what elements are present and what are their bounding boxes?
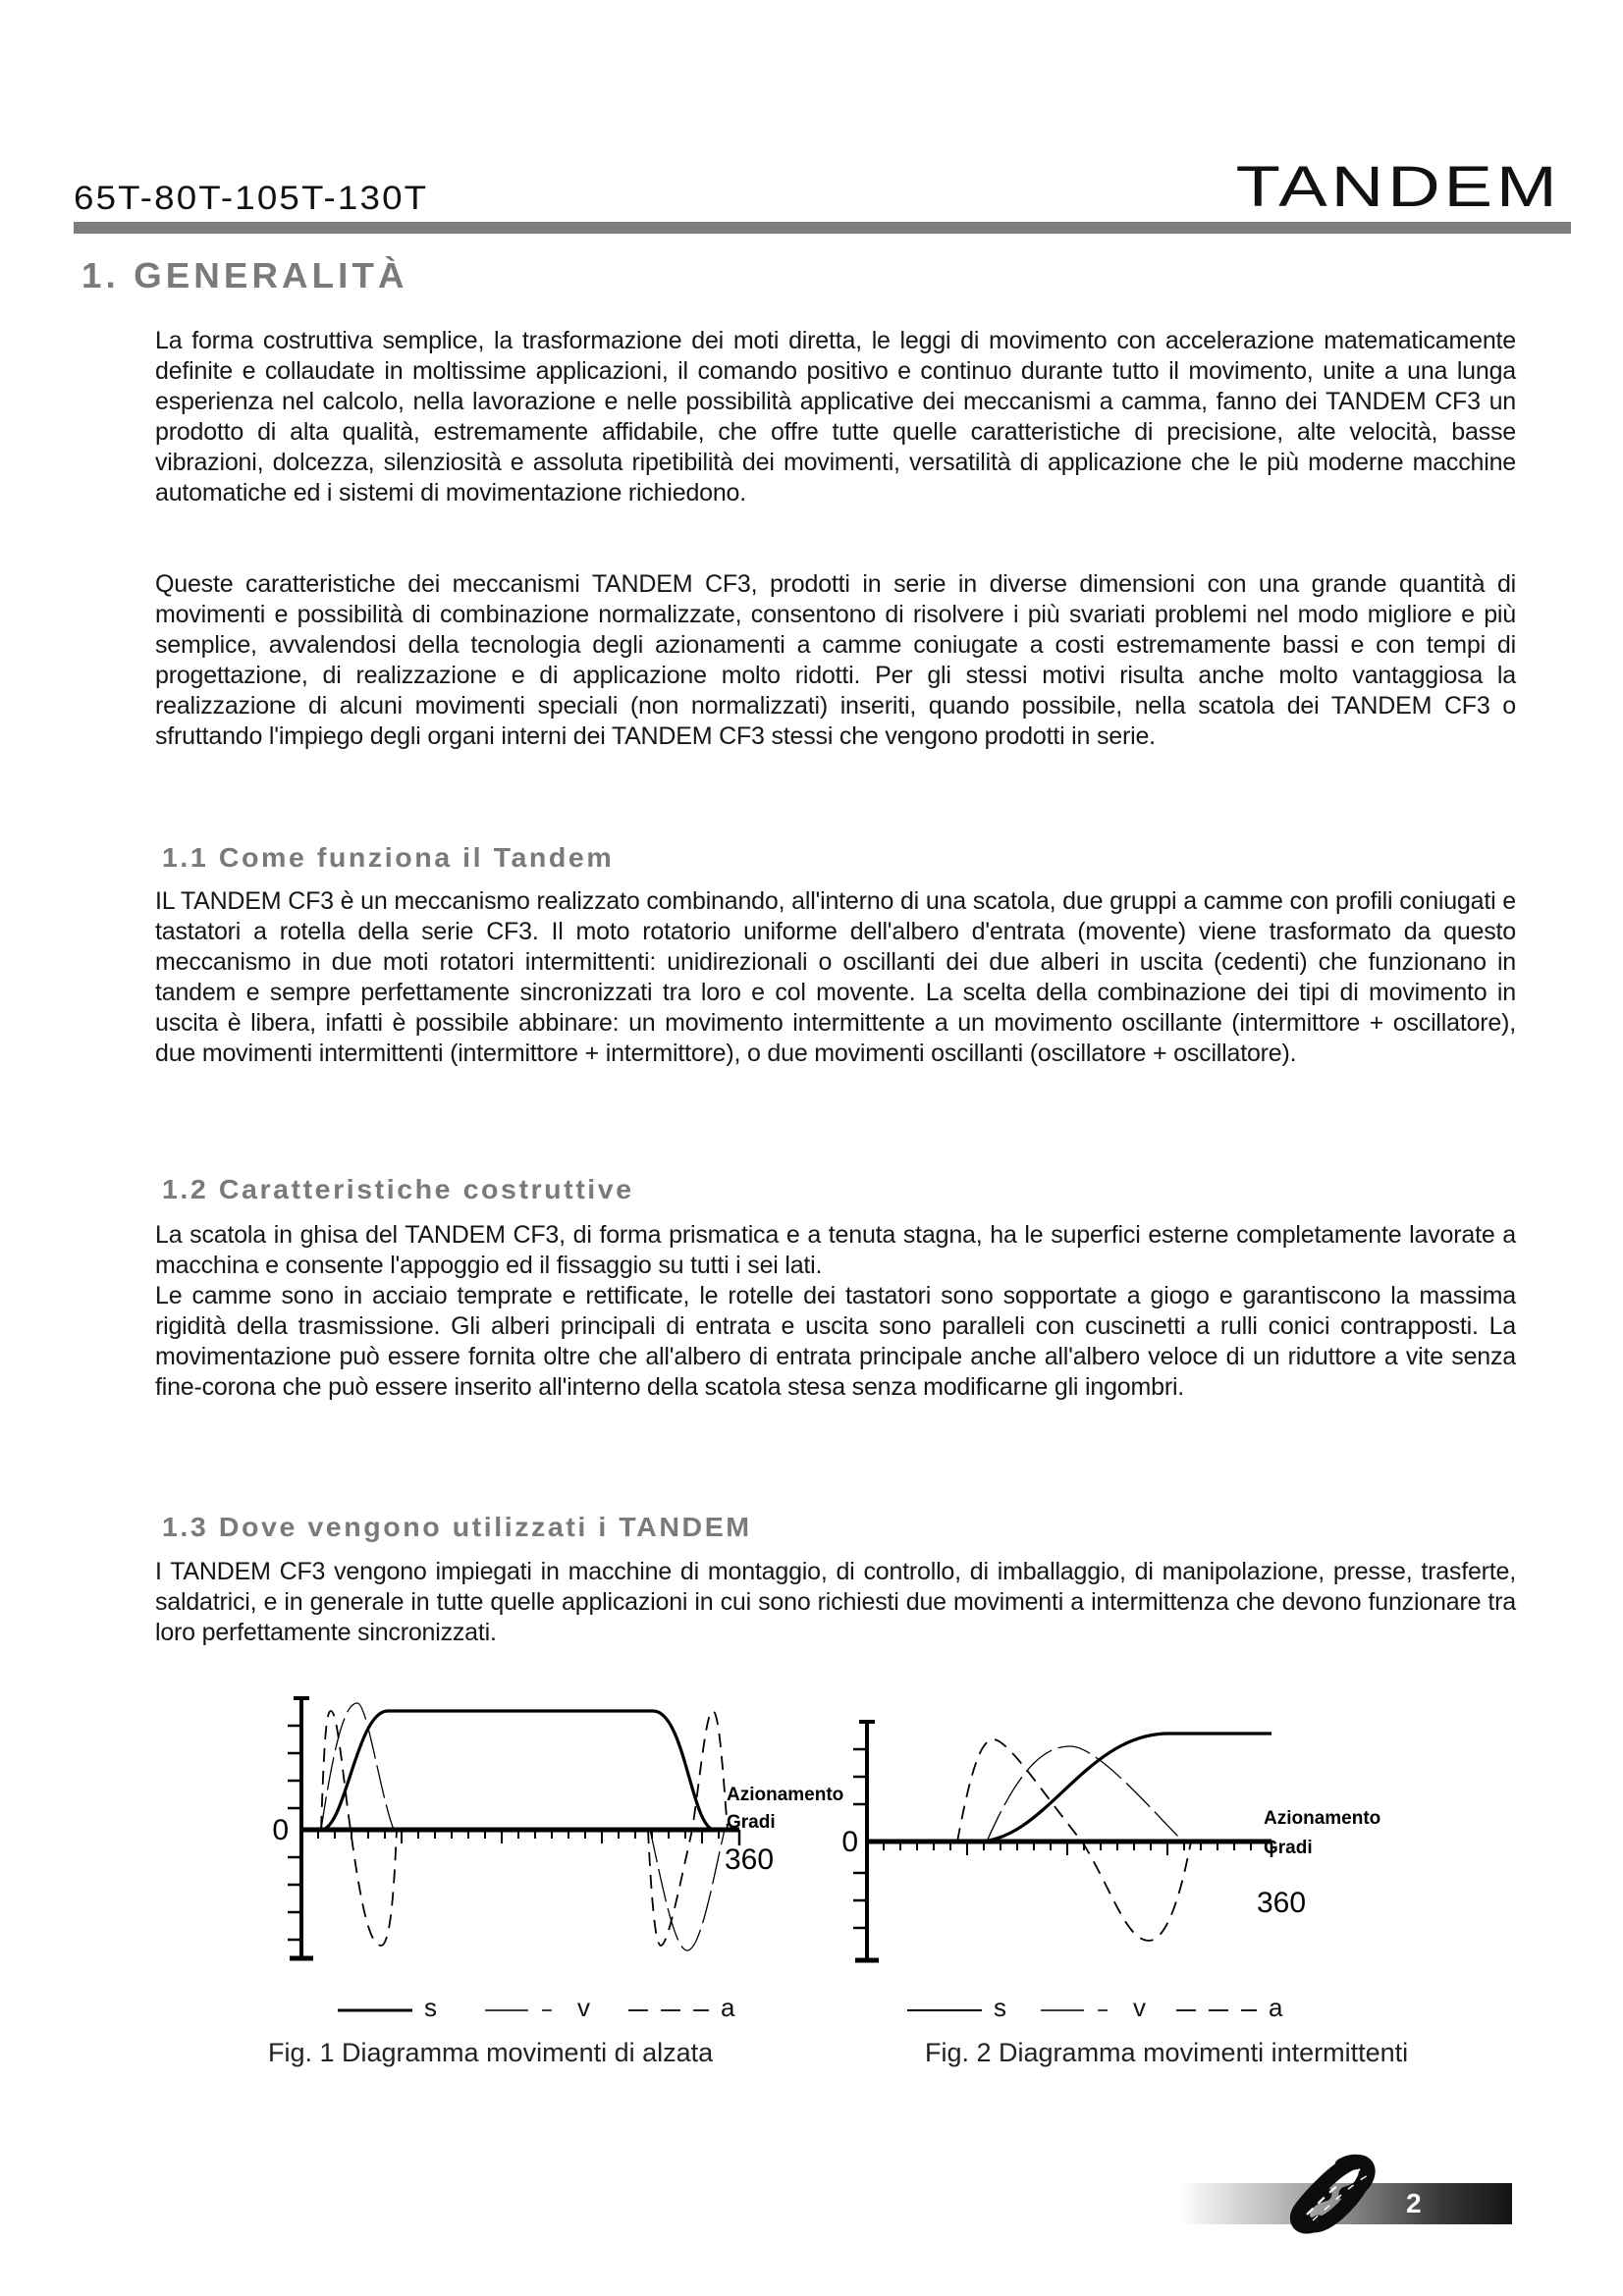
- figure-1-legend-a: [626, 1993, 734, 2022]
- figure-1-legend-v-label: v: [577, 1992, 590, 2022]
- header-model-range: 65T-80T-105T-130T: [74, 180, 429, 217]
- intro-paragraph-1: La forma costruttiva semplice, la trasformazione dei moti diretta, le leggi di movimento con accelerazione matematicamente definite e collaudate in moltissime applicazioni, il comando positivo e continuo durante tutto il movimento, unite a una lunga esperienza nel calcolo, nella lavorazione e nelle possibilità applicative dei meccanismi a camma, fanno dei TANDEM CF3 un prodotto di alta qualità, estremamente affidabile, che offre tutte quelle caratteristiche di precisione, alte velocità, basse vibrazioni, dolcezza, silenziosità e assoluta ripetibilità dei movimenti, versatilità di applicazione che le più moderne macchine automatiche ed i sistemi di movimentazione richiedono.: [155, 327, 1516, 507]
- figure-1-curve-v: [321, 1703, 725, 1950]
- figure-2-drive-label-line1: Azionamento: [1264, 1808, 1381, 1829]
- dashed-line-sample-icon: [1174, 2002, 1259, 2013]
- figure-1-legend-a-label: a: [721, 1992, 735, 2022]
- section-title: 1. GENERALITÀ: [81, 255, 408, 295]
- figure-1-drive-label-line1: Azionamento: [727, 1785, 844, 1805]
- figure-2-legend-v: [1039, 1993, 1146, 2022]
- figure-2-legend-s-label: s: [994, 1992, 1006, 2022]
- figure-1-legend-s-label: s: [424, 1992, 437, 2022]
- subsection-body-1-3: I TANDEM CF3 vengono impiegati in macchine di montaggio, di controllo, di imballaggio, di manipolazione, presse, trasferte, saldatrici, e in generale in tutte quelle applicazioni in cui sono richiesti due movimenti a intermittenza che devono funzionare tra loro perfettamente sincronizzati.: [155, 1558, 1516, 1646]
- figure-1-curve-s: [301, 1711, 739, 1830]
- figure-2-axis-zero-label: 0: [841, 1826, 858, 1858]
- solid-line-sample-icon: [905, 2002, 984, 2013]
- page-number: 2: [1406, 2188, 1422, 2218]
- figure-2-drive-label-line2: Gradi: [1264, 1838, 1313, 1858]
- figure-2-curve-v: [987, 1746, 1183, 1842]
- figure-2-legend-a-label: a: [1269, 1992, 1283, 2022]
- long-dash-line-sample-icon: [483, 2002, 568, 2013]
- figure-1-legend-v: [483, 1993, 590, 2022]
- figure-2-axis-360-label: 360: [1257, 1887, 1307, 1919]
- intro-paragraph-2: Queste caratteristiche dei meccanismi TANDEM CF3, prodotti in serie in diverse dimensioni con una grande quantità di movimenti e possibilità di combinazione normalizzate, consentono di risolvere i più svariati problemi nel modo migliore e più semplice, avvalendosi della tecnologia degli azionamenti a camme coniugate a costi estremamente bassi e con tempi di progettazione, di realizzazione e di applicazione molto ridotti. Per gli stessi motivi risulta anche molto vantaggiosa la realizzazione di alcuni movimenti speciali (non normalizzati) inseriti, quando possibile, nella scatola dei TANDEM CF3 o sfruttando l'impiego degli organi interni dei TANDEM CF3 stessi che vengono prodotti in serie.: [155, 570, 1516, 750]
- figure-1-drive-label-line2: Gradi: [727, 1812, 776, 1833]
- dashed-line-sample-icon: [626, 2002, 711, 2013]
- figure-2-legend-s: [905, 1993, 1006, 2022]
- figure-2-caption: Fig. 2 Diagramma movimenti intermittenti: [925, 2038, 1409, 2067]
- figure-1-axis-360-label: 360: [725, 1843, 775, 1876]
- subsection-body-1-2a: La scatola in ghisa del TANDEM CF3, di forma prismatica e a tenuta stagna, ha le superfici esterne completamente lavorate a macchina e consente l'appoggio ed il fissaggio su tutti i sei lati.: [155, 1221, 1516, 1279]
- subsection-title-1-3: 1.3 Dove vengono utilizzati i TANDEM: [162, 1512, 752, 1542]
- brand-wordmark: TANDEM: [1236, 155, 1561, 219]
- figure-2-legend-v-label: v: [1133, 1992, 1146, 2022]
- header-rule: [74, 222, 1571, 234]
- figure-1-legend-s: [336, 1993, 437, 2022]
- knot-logo-icon: [1279, 2154, 1389, 2236]
- figure-1-lift-diagram-chart: [265, 1690, 854, 2014]
- subsection-body-1-2b: Le camme sono in acciaio temprate e rettificate, le rotelle dei tastatori sono sopportate a giogo e garantiscono la massima rigidità della trasmissione. Gli alberi principali di entrata e uscita sono paralleli con cuscinetti a rulli conici contrapposti. La movimentazione può essere fornita oltre che all'albero di entrata principale anche all'albero veloce di un riduttore a vite senza fine-corona che può essere inserito all'interno della scatola stesa senza modificarne gli ingombri.: [155, 1282, 1516, 1401]
- figure-1-caption: Fig. 1 Diagramma movimenti di alzata: [268, 2038, 714, 2067]
- solid-line-sample-icon: [336, 2002, 414, 2013]
- figure-2-legend-a: [1174, 1993, 1282, 2022]
- subsection-body-1-1: IL TANDEM CF3 è un meccanismo realizzato combinando, all'interno di una scatola, due gruppi a camme con profili coniugati e tastatori a rotella della serie CF3. Il moto rotatorio uniforme dell'albero d'entrata (movente) viene trasformato da questo meccanismo in due moti rotatori intermittenti: unidirezionali o oscillanti dei due alberi in uscita (cedenti) che funzionano in tandem e sempre perfettamente sincronizzati tra loro e col movente. La scelta della combinazione dei tipi di movimento in uscita è libera, infatti è possibile abbinare: un movimento intermittente a un movimento oscillante (intermittore + oscillatore), due movimenti intermittenti (intermittore + intermittore), o due movimenti oscillanti (oscillatore + oscillatore).: [155, 887, 1516, 1067]
- figure-1-axis-zero-label: 0: [272, 1814, 289, 1846]
- figure-2-intermittent-diagram-chart: [835, 1708, 1404, 2022]
- subsection-title-1-2: 1.2 Caratteristiche costruttive: [162, 1174, 634, 1204]
- subsection-title-1-1: 1.1 Come funziona il Tandem: [162, 842, 615, 873]
- long-dash-line-sample-icon: [1039, 2002, 1123, 2013]
